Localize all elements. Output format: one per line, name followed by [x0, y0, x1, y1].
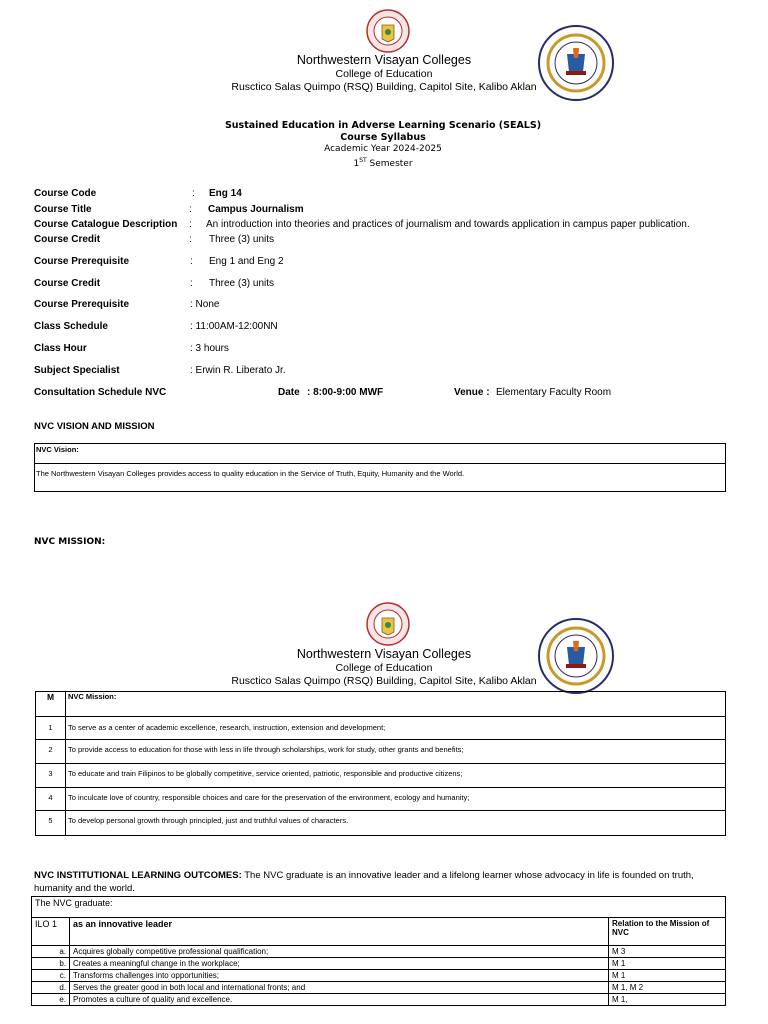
ilo-table	[31, 896, 726, 1006]
header-block-1	[0, 53, 768, 94]
table-row: ILO 1 as an innovative leader Relation to the Mission of NVC	[32, 918, 726, 946]
mission-table	[35, 691, 726, 836]
syllabus-title-block	[0, 120, 766, 170]
ilo-intro	[34, 869, 734, 895]
school-name: Northwestern Visayan Colleges	[296, 647, 472, 661]
school-name: Northwestern Visayan Colleges	[296, 53, 472, 67]
table-row: The NVC graduate:	[32, 897, 726, 918]
table-row: 1 To serve as a center of academic excellence, research, instruction, extension and development;	[36, 717, 726, 740]
mission-heading: NVC MISSION:	[34, 537, 106, 547]
vision-mission-heading: NVC VISION AND MISSION	[34, 421, 155, 432]
table-row: b. Creates a meaningful change in the workplace; M 1	[32, 958, 726, 970]
nvc-logo	[366, 9, 410, 53]
nvc-logo	[366, 602, 410, 646]
table-row: 4 To inculcate love of country, responsible choices and care for the preservation of the environment, ecology and humanity;	[36, 788, 726, 811]
vision-text: The Northwestern Visayan Colleges provides access to quality education in the Service of Truth, Equity, Humanity and the World.	[36, 469, 465, 478]
vision-box	[34, 443, 726, 492]
college-name: College of Education	[335, 662, 433, 674]
header-block-2	[0, 647, 768, 688]
school-address: Rusctico Salas Quimpo (RSQ) Building, Capitol Site, Kalibo Aklan	[231, 675, 537, 687]
semester: 1ST Semester	[353, 157, 413, 169]
ilo-intro-text-2: humanity and the world.	[34, 883, 135, 894]
ilo-heading: NVC INSTITUTIONAL LEARNING OUTCOMES:	[34, 870, 242, 881]
college-name: College of Education	[335, 68, 433, 80]
table-row: c. Transforms challenges into opportunities; M 1	[32, 970, 726, 982]
table-row: d. Serves the greater good in both local and international fronts; and M 1, M 2	[32, 982, 726, 994]
course-syllabus-title: Course Syllabus	[340, 132, 426, 143]
vision-label: NVC Vision:	[36, 445, 79, 454]
seals-title: Sustained Education in Adverse Learning Scenario (SEALS)	[224, 120, 542, 131]
table-row: 2 To provide access to education for those with less in life through scholarships, work for study, other grants and benefits;	[36, 740, 726, 764]
ilo-intro-text: The NVC graduate is an innovative leader and a lifelong learner whose advocacy in life is founded on truth,	[244, 870, 694, 881]
academic-year: Academic Year 2024-2025	[324, 144, 442, 154]
table-row: e. Promotes a culture of quality and excellence. M 1,	[32, 994, 726, 1006]
table-row: a. Acquires globally competitive professional qualification; M 3	[32, 946, 726, 958]
table-row: M NVC Mission:	[36, 692, 726, 717]
table-row: 3 To educate and train Filipinos to be globally competitive, service oriented, patriotic, responsible and productive citizens;	[36, 764, 726, 788]
school-address: Rusctico Salas Quimpo (RSQ) Building, Capitol Site, Kalibo Aklan	[231, 81, 537, 93]
table-row: 5 To develop personal growth through principled, just and truthful values of characters.	[36, 811, 726, 836]
